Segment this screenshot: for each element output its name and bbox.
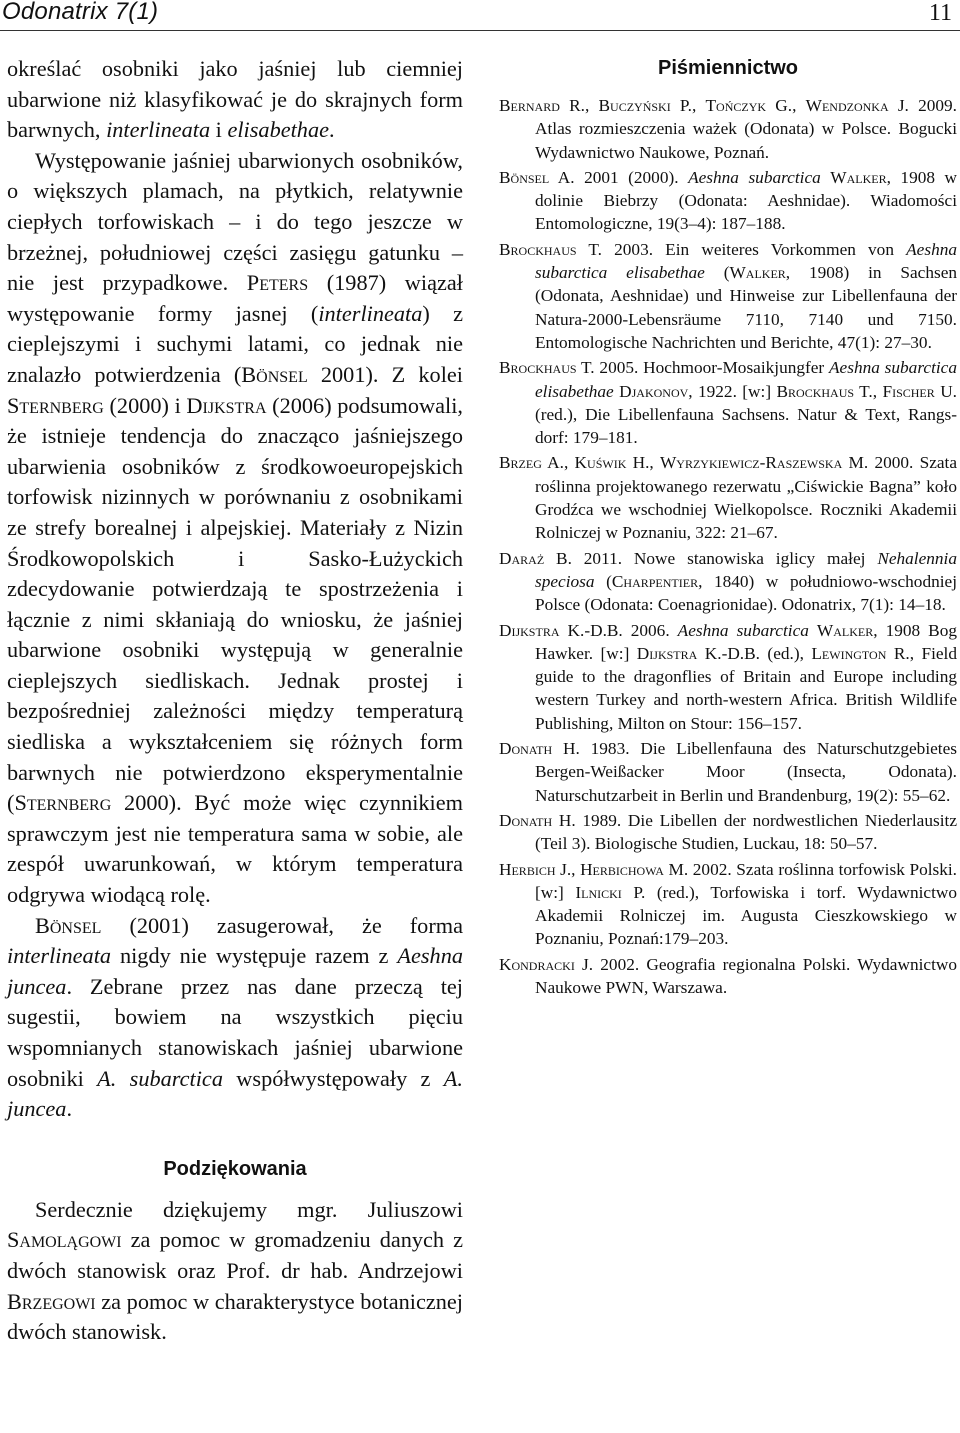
reference-entry	[499, 166, 957, 236]
text-run: J.,	[555, 859, 581, 879]
text-run: B. 2011. Nowe stanowiska iglicy małej	[544, 548, 878, 568]
author-name: Dijkstra	[636, 643, 698, 663]
author-name: Bönsel	[35, 912, 102, 938]
text-run: za pomoc w gromadzeniu danych z dwóch stanowisk oraz Prof. dr hab. Andrzejowi	[7, 1227, 463, 1283]
paragraph	[7, 146, 463, 911]
text-run: .	[329, 117, 335, 143]
text-run	[821, 168, 831, 187]
text-run: , 1908 Bog Hawker. [w:]	[535, 620, 957, 663]
author-name: Charpentier	[611, 571, 699, 591]
reference-list	[499, 94, 957, 999]
author-name: Dijkstra	[186, 392, 267, 418]
text-run: J. 2009. Atlas rozmieszczenia ważek (Odonata) w Polsce. Bogucki Wydawnictwo Naukowe, Poznań.	[535, 96, 957, 162]
acknowledgements-heading: Podziękowania	[163, 1157, 307, 1180]
running-header	[0, 0, 960, 31]
author-name: Donath	[499, 810, 553, 830]
text-run: , 1908 w dolinie Biebrzy (Odonata: Aeshnidae). Wiadomości Entomologiczne, 19(3–4): 187–188.	[535, 167, 957, 234]
text-run: . Zebrane przez nas dane przeczą tej sugestii, bowiem na wszystkich pięciu wspomnianych stanowiskach jaśniej ubarwione osobniki	[7, 973, 463, 1091]
author-name: Daraż	[499, 548, 545, 568]
author-name: Peters	[246, 270, 309, 296]
text-run: M. 2000. Szata roślinna projektowanego rezerwatu „Ciświckie Bagna” koło Grodźca we wschodniej Wielkopolsce. Roczniki Akademii Rolniczej w Poznaniu, 322: 21–67.	[535, 453, 958, 543]
references-heading: Piśmiennictwo	[657, 57, 799, 79]
reference-entry	[499, 809, 957, 856]
author-name: Lewington	[811, 643, 887, 663]
author-name: Bönsel	[241, 361, 308, 387]
text-run: R.,	[559, 96, 599, 115]
text-run: (2001) zasugerował, że forma	[101, 912, 463, 938]
author-name: Walker	[729, 263, 786, 283]
author-name: Sternberg	[7, 392, 104, 418]
italic-text: elisabethae	[227, 117, 329, 143]
author-name: Brzeg	[499, 453, 542, 473]
author-name: Wyrzykiewicz-Raszewska	[660, 453, 843, 473]
text-run: R., Field guide to the dragonflies of Britain and Europe including western Turkey and north-western Africa. British Wildlife Publishing, Milton on Stour: 156–157.	[535, 643, 958, 733]
author-name: Samolągowi	[7, 1227, 122, 1253]
text-run: H. 1989. Die Libellen der nordwestlichen Niederlausitz (Teil 3). Biologische Studien, Luckau, 18: 50–57.	[535, 810, 957, 854]
text-run: (	[594, 571, 612, 591]
author-name: Djakonov	[619, 381, 689, 401]
reference-entry	[499, 238, 957, 354]
italic-text: Aeshna subarctica elisabethae	[535, 358, 957, 401]
author-name: Herbichowa	[580, 859, 664, 879]
text-run: A.,	[541, 453, 575, 473]
reference-entry	[499, 94, 957, 164]
text-run: P. (red.), Torfowiska i torf. Wydawnictwo Akademii Rolniczej im. Augusta Cieszkowskiego w Poznaniu, Poznań:179–203.	[535, 882, 957, 949]
references-column	[499, 54, 957, 1001]
reference-entry	[499, 451, 957, 544]
paragraph	[7, 54, 463, 146]
author-name: Ilnicki	[575, 882, 622, 902]
text-run: Występowanie jaśniej ubarwionych osobników, o większych plamach, na płytkich, relatywnie ciepłych torfowiskach – i do tego jeszcze w brzeżnej, południowej części zasięgu gatunku – nie jest przypadkowe.	[7, 147, 463, 296]
text-run: K.-D.B. (ed.),	[697, 643, 812, 663]
reference-entry	[499, 737, 957, 807]
text-run: nigdy nie występuje razem z	[111, 943, 398, 969]
text-run: ) z cieplejszymi i suchymi latami, co jednak nie znalazło potwierdzenia (	[7, 300, 463, 387]
italic-text: interlineata	[7, 943, 112, 969]
text-run: 2000). Być może więc czynnikiem sprawczym jest nie temperatura sama w sobie, ale zespół uwarunkowań, w którym temperatura odgrywa wiodącą rolę.	[7, 790, 463, 908]
text-run: (2000) i	[103, 392, 187, 418]
text-run: T. 2005. Hochmoor-Mosaikjungfer	[576, 358, 829, 378]
author-name: Kuświk	[574, 453, 627, 473]
text-run: K.-D.B. 2006.	[559, 620, 678, 640]
author-name: Bönsel	[499, 167, 550, 187]
text-run: współwystępowały z	[222, 1065, 444, 1091]
text-run: H. 1983. Die Libellenfauna des Naturschutzgebietes Bergen-Weißacker Moor (Insecta, Odonata). Naturschutzarbeit in Berlin und Brandenburg, 19(2): 55–62.	[535, 739, 957, 805]
text-run: za pomoc w charakterystyce botanicznej dwóch stanowisk.	[7, 1288, 463, 1345]
reference-entry	[499, 619, 957, 735]
text-run: , 1922. [w:]	[688, 381, 777, 401]
author-name: Donath	[499, 739, 553, 759]
reference-entry	[499, 547, 957, 617]
text-run: J. 2002. Geografia regionalna Polski. Wydawnictwo Naukowe PWN, Warszawa.	[535, 954, 957, 997]
text-run: .	[66, 1096, 73, 1122]
text-run: (	[704, 263, 730, 283]
reference-entry	[499, 953, 957, 1000]
text-run: (2006) podsumowali, że istnieje tendencja do znacząco jaśniejszego ubarwienia osobników z środkowoeuropejskich torfowisk nizinnych w porównaniu z osobnikami ze strefy borealnej i alpejskiej. Materiały z Nizin Środkowopolskich i Sasko-Łużyckich zdecydowanie potwierdzają te spostrzeżenia i łącznie z nimi skłaniają do wniosku, że jaśniej ubarwione osobniki występują w generalnie cieplejszych siedliskach. Jednak prostej i bezpośredniej zależności między temperaturą siedliska a wykształceniem się różnych form barwnych nie potwierdzono eksperymentalnie (	[7, 392, 463, 816]
text-run: (1987) wiązał występowanie formy jasnej (	[7, 270, 463, 326]
author-name: Bernard	[499, 96, 560, 115]
italic-text: Nehalennia speciosa	[535, 548, 957, 591]
acknowledgements-paragraph	[7, 1195, 463, 1348]
italic-text: interlineata	[318, 300, 423, 326]
author-name: Walker	[830, 167, 887, 187]
author-name: Brockhaus	[776, 381, 855, 401]
journal-title: Odonatrix 7(1)	[2, 0, 159, 25]
text-run	[809, 621, 817, 640]
text-run: M. 2002. Szata roślinna torfowisk Polski. [w:]	[535, 859, 957, 902]
text-run: P.,	[670, 96, 706, 115]
reference-entry	[499, 356, 957, 449]
page-number: 11	[928, 0, 952, 26]
text-run: Serdecznie dziękujemy mgr. Juliuszowi	[35, 1196, 463, 1222]
text-run: T. 2003. Ein weiteres Vorkommen von	[576, 239, 907, 259]
author-name: Brockhaus	[499, 239, 577, 259]
text-run: , 1840) w południowo-wschodniej Polsce (Odonata: Coenagrionidae). Odonatrix, 7(1): 14–18.	[535, 571, 957, 615]
text-run: U. (red.), Die Libellenfauna Sachsens. Natur & Text, Rangsdorf: 179–181.	[535, 381, 957, 448]
author-name: Brockhaus	[499, 358, 577, 378]
italic-text: Aeshna subarctica elisabethae	[535, 239, 957, 283]
author-name: Wendzonka	[805, 96, 889, 115]
italic-text: Aeshna juncea	[7, 943, 463, 999]
author-name: Brzegowi	[7, 1288, 96, 1314]
author-name: Dijkstra	[499, 620, 560, 640]
author-name: Sternberg	[14, 790, 112, 816]
text-run: A. 2001 (2000).	[549, 167, 689, 187]
text-run: 2001). Z kolei	[307, 361, 463, 387]
author-name: Buczyński	[598, 96, 671, 115]
italic-text: A. juncea	[7, 1065, 463, 1122]
main-text-column	[7, 54, 463, 1348]
text-run: G.,	[766, 96, 806, 115]
italic-text: Aeshna subarctica	[688, 167, 821, 187]
author-name: Herbich	[499, 859, 556, 879]
text-run: określać osobniki jako jaśniej lub ciemniej ubarwione niż klasyfikować je do skrajnych form barwnych,	[7, 56, 463, 143]
author-name: Kondracki	[499, 954, 575, 974]
italic-text: interlineata	[106, 117, 211, 143]
text-run: , 1908) in Sachsen (Odonata, Aeshnidae) und Hinweise zur Libellenfauna der Natura-2000-Lebensräume 7110, 7140 und 7150. Entomologische Nachrichten und Berichte, 47(1): 27–30.	[535, 263, 958, 352]
text-run: H.,	[626, 453, 660, 473]
text-run: i	[210, 117, 228, 143]
reference-entry	[499, 858, 957, 951]
italic-text: Aeshna subarctica	[677, 620, 809, 640]
author-name: Walker	[816, 620, 874, 640]
paragraph	[7, 911, 463, 1125]
text-run: T.,	[854, 381, 883, 401]
italic-text: A. subarctica	[97, 1065, 223, 1091]
author-name: Tończyk	[705, 96, 767, 115]
author-name: Fischer	[882, 381, 935, 401]
